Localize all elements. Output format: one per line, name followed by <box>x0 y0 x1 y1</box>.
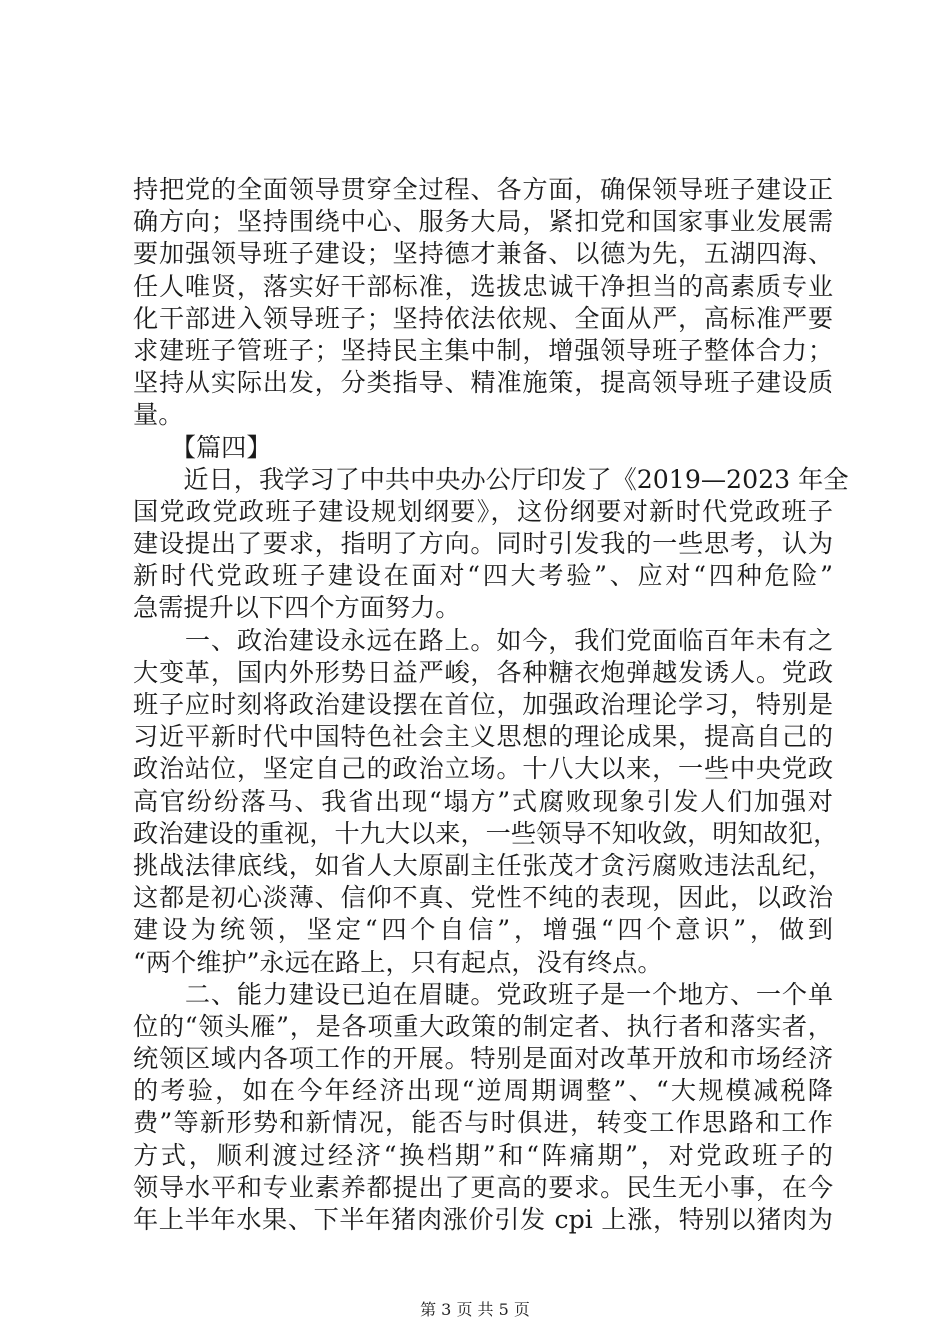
text-line: 急需提升以下四个方面努力。 <box>133 593 461 623</box>
text-line: 近日，我学习了中共中央办公厅印发了《2019—2023 年全 <box>133 464 849 494</box>
text-line: 统领区域内各项工作的开展。特别是面对改革开放和市场经济 <box>133 1044 833 1074</box>
text-line: 二、能力建设已迫在眉睫。党政班子是一个地方、一个单 <box>133 979 833 1009</box>
text-line: 挑战法律底线，如省人大原副主任张茂才贪污腐败违法乱纪， <box>133 850 833 880</box>
text-line: 班子应时刻将政治建设摆在首位，加强政治理论学习，特别是 <box>133 690 833 719</box>
page-footer <box>0 1300 950 1320</box>
text-line: 年上半年水果、下半年猪肉涨价引发 cpi 上涨，特别以猪肉为 <box>133 1205 833 1234</box>
text-line: 费”等新形势和新情况，能否与时俱进，转变工作思路和工作 <box>133 1108 833 1138</box>
text-line: 习近平新时代中国特色社会主义思想的理论成果，提高自己的 <box>133 722 833 752</box>
text-line: 这都是初心淡薄、信仰不真、党性不纯的表现，因此，以政治 <box>133 883 833 913</box>
text-line: 方式，顺利渡过经济“换档期”和“阵痛期”，对党政班子的 <box>133 1140 833 1170</box>
text-line: 新时代党政班子建设在面对“四大考验”、应对“四种危险” <box>133 561 833 591</box>
text-line: 建设为统领，坚定“四个自信”，增强“四个意识”，做到 <box>133 915 833 945</box>
document-body <box>133 174 849 1236</box>
text-line: 位的“领头雁”，是各项重大政策的制定者、执行者和落实者， <box>133 1011 833 1041</box>
text-line: 政治站位，坚定自己的政治立场。十八大以来，一些中央党政 <box>133 754 833 784</box>
text-line: 国党政党政班子建设规划纲要》，这份纲要对新时代党政班子 <box>133 496 833 526</box>
text-line: 要加强领导班子建设；坚持德才兼备、以德为先，五湖四海、 <box>133 239 833 269</box>
text-line: 大变革，国内外形势日益严峻，各种糖衣炮弹越发诱人。党政 <box>133 657 833 687</box>
text-line: 高官纷纷落马、我省出现“塌方”式腐败现象引发人们加强对 <box>133 786 833 816</box>
text-line: 量。 <box>133 400 184 430</box>
text-line: 确方向；坚持围绕中心、服务大局，紧扣党和国家事业发展需 <box>133 207 833 237</box>
text-line: 的考验，如在今年经济出现“逆周期调整”、“大规模减税降 <box>133 1076 833 1106</box>
text-line: 建设提出了要求，指明了方向。同时引发我的一些思考，认为 <box>133 529 833 559</box>
text-line: 求建班子管班子；坚持民主集中制，增强领导班子整体合力； <box>133 335 833 365</box>
text-line: 持把党的全面领导贯穿全过程、各方面，确保领导班子建设正 <box>133 175 833 204</box>
text-line: 【篇四】 <box>133 432 272 462</box>
text-line: 政治建设的重视，十九大以来，一些领导不知收敛，明知故犯， <box>133 818 839 848</box>
page-number-label: 第 3 页 共 5 页 <box>420 1300 530 1319</box>
text-line: 任人唯贤，落实好干部标准，选拔忠诚干净担当的高素质专业 <box>133 271 833 301</box>
text-line: 一、政治建设永远在路上。如今，我们党面临百年未有之 <box>133 625 833 655</box>
text-line: 领导水平和专业素养都提出了更高的要求。民生无小事，在今 <box>133 1172 833 1202</box>
text-line: 化干部进入领导班子；坚持依法依规、全面从严，高标准严要 <box>133 303 833 333</box>
text-line: 坚持从实际出发，分类指导、精准施策，提高领导班子建设质 <box>133 368 833 398</box>
text-line: “两个维护”永远在路上，只有起点，没有终点。 <box>133 947 663 977</box>
